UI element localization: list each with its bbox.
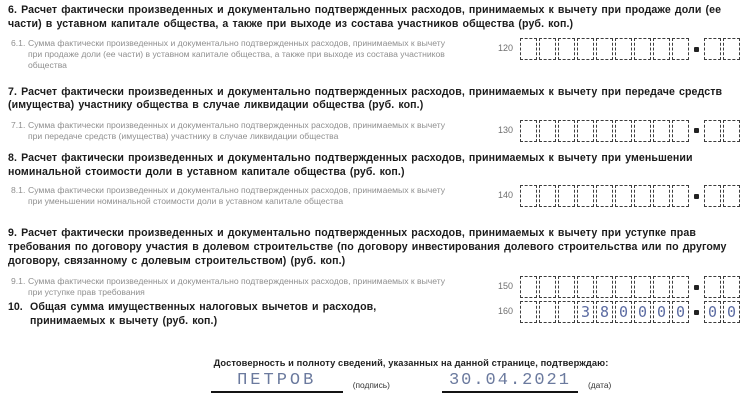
kopecks-cells-140[interactable] <box>704 185 742 207</box>
item-9-1 <box>8 276 454 298</box>
signature-row <box>80 371 742 393</box>
digit-cell[interactable] <box>723 276 740 298</box>
digit-cell[interactable] <box>596 276 613 298</box>
digit-cell[interactable]: 0 <box>672 301 689 323</box>
digit-cell[interactable] <box>672 38 689 60</box>
date-field[interactable]: 30.04.2021 <box>442 371 578 393</box>
digit-cell[interactable] <box>596 185 613 207</box>
kopecks-cells-120[interactable] <box>704 38 742 60</box>
section-10-row <box>8 301 742 328</box>
amount-field-120[interactable] <box>520 38 742 60</box>
section-10-title <box>8 301 454 328</box>
digit-cell[interactable] <box>672 276 689 298</box>
field-code-140: 140 <box>497 190 513 201</box>
digit-cell[interactable] <box>653 185 670 207</box>
rubles-cells-130[interactable] <box>520 120 691 142</box>
digit-cell[interactable] <box>653 38 670 60</box>
digit-cell[interactable] <box>520 276 537 298</box>
digit-cell[interactable] <box>577 120 594 142</box>
digit-cell[interactable] <box>615 185 632 207</box>
digit-cell[interactable]: 0 <box>653 301 670 323</box>
item-9-1-text: Сумма фактически произведенных и документально подтвержденных расходов, принимаемых к вычету при уступке прав требования <box>28 276 446 298</box>
section-9-title: 9. Расчет фактически произведенных и документально подтвержденных расходов, принимаемых к вычету при уступке прав требования по договору участия в долевом строительстве (по договору инвестирования долевого строительства или по другому договору, связанному с долевым строительством) (руб. коп.) <box>8 227 727 267</box>
digit-cell[interactable] <box>634 120 651 142</box>
decimal-separator-icon <box>694 285 699 290</box>
digit-cell[interactable] <box>615 120 632 142</box>
field-code-150: 150 <box>497 281 513 292</box>
digit-cell[interactable] <box>615 276 632 298</box>
digit-cell[interactable] <box>653 120 670 142</box>
signature-field[interactable]: ПЕТРОВ <box>211 371 343 393</box>
decimal-separator-icon <box>694 310 699 315</box>
digit-cell[interactable]: 0 <box>634 301 651 323</box>
item-7-1 <box>8 120 454 142</box>
digit-cell[interactable] <box>539 276 556 298</box>
digit-cell[interactable] <box>539 185 556 207</box>
digit-cell[interactable] <box>704 120 721 142</box>
rubles-cells-150[interactable] <box>520 276 691 298</box>
digit-cell[interactable] <box>577 276 594 298</box>
item-9-1-number: 9.1. <box>11 276 26 287</box>
amount-field-130[interactable] <box>520 120 742 142</box>
section-9-item-row <box>8 276 742 298</box>
digit-cell[interactable] <box>672 185 689 207</box>
section-6-item-row <box>8 38 742 72</box>
digit-cell[interactable] <box>558 38 575 60</box>
item-7-1-number: 7.1. <box>11 119 26 130</box>
digit-cell[interactable]: 0 <box>723 301 740 323</box>
section-8-title: 8. Расчет фактически произведенных и документально подтвержденных расходов, принимаемых к вычету при уменьшении номинальной стоимости доли в уставном капитале общества (руб. коп.) <box>8 152 693 178</box>
item-6-1-number: 6.1. <box>11 38 26 49</box>
item-7-1-text: Сумма фактически произведенных и документально подтвержденных расходов, принимаемых к вычету при передаче средств (имущества) участнику в случае ликвидации общества <box>28 119 446 141</box>
digit-cell[interactable] <box>723 120 740 142</box>
field-code-160: 160 <box>497 306 513 317</box>
rubles-cells-120[interactable] <box>520 38 691 60</box>
digit-cell[interactable] <box>704 185 721 207</box>
digit-cell[interactable] <box>577 185 594 207</box>
digit-cell[interactable] <box>577 38 594 60</box>
section-10-title-text: Общая сумма имущественных налоговых вычетов и расходов, принимаемых к вычету (руб. коп.) <box>30 301 377 328</box>
item-8-1-text: Сумма фактически произведенных и документально подтвержденных расходов, принимаемых к вычету при уменьшении номинальной стоимости доли в уставном капитале общества <box>28 185 446 207</box>
section-8-item-row <box>8 185 742 207</box>
digit-cell[interactable] <box>704 38 721 60</box>
amount-field-150[interactable] <box>520 276 742 298</box>
rubles-cells-140[interactable] <box>520 185 691 207</box>
item-8-1-number: 8.1. <box>11 185 26 196</box>
digit-cell[interactable]: 8 <box>596 301 613 323</box>
digit-cell[interactable] <box>596 38 613 60</box>
digit-cell[interactable] <box>634 276 651 298</box>
section-10-number: 10. <box>8 301 23 314</box>
digit-cell[interactable] <box>520 38 537 60</box>
digit-cell[interactable] <box>520 185 537 207</box>
rubles-cells-160[interactable] <box>520 301 691 323</box>
item-8-1 <box>8 185 454 207</box>
digit-cell[interactable] <box>558 276 575 298</box>
field-code-120: 120 <box>497 43 513 54</box>
digit-cell[interactable] <box>539 38 556 60</box>
digit-cell[interactable] <box>634 185 651 207</box>
digit-cell[interactable] <box>558 301 575 323</box>
confirmation-statement: Достоверность и полноту сведений, указанных на данной странице, подтверждаю: <box>213 357 609 368</box>
kopecks-cells-160[interactable] <box>704 301 742 323</box>
digit-cell[interactable] <box>615 38 632 60</box>
decimal-separator-icon <box>694 47 699 52</box>
field-code-130: 130 <box>497 124 513 135</box>
amount-field-140[interactable] <box>520 185 742 207</box>
section-7-title: 7. Расчет фактически произведенных и документально подтвержденных расходов, принимаемых к вычету при передаче средств (имущества) участнику общества в случае ликвидации общества (руб. коп.) <box>8 85 723 112</box>
digit-cell[interactable]: 3 <box>577 301 594 323</box>
digit-cell[interactable]: 0 <box>615 301 632 323</box>
item-6-1-text: Сумма фактически произведенных и документально подтвержденных расходов, принимаемых к вычету при продаже доли (ее части) в уставном капитале общества, а также при выходе из состава участников общества <box>28 38 446 71</box>
confirmation-block <box>8 358 742 393</box>
section-7-item-row <box>8 120 742 142</box>
digit-cell[interactable] <box>723 38 740 60</box>
digit-cell[interactable] <box>704 276 721 298</box>
kopecks-cells-130[interactable] <box>704 120 742 142</box>
digit-cell[interactable] <box>539 301 556 323</box>
decimal-separator-icon <box>694 128 699 133</box>
kopecks-cells-150[interactable] <box>704 276 742 298</box>
decimal-separator-icon <box>694 194 699 199</box>
digit-cell[interactable] <box>520 301 537 323</box>
amount-field-160[interactable] <box>520 301 742 323</box>
signature-label: (подпись) <box>352 379 390 390</box>
section-6-title: 6. Расчет фактически произведенных и документально подтвержденных расходов, принимаемых к вычету при продаже доли (ее части) в уставном капитале общества, а также при выходе из состава участников общества (руб. коп.) <box>8 4 722 30</box>
digit-cell[interactable] <box>596 120 613 142</box>
date-label: (дата) <box>587 379 612 390</box>
digit-cell[interactable] <box>672 120 689 142</box>
digit-cell[interactable] <box>634 38 651 60</box>
digit-cell[interactable] <box>539 120 556 142</box>
digit-cell[interactable] <box>723 185 740 207</box>
digit-cell[interactable] <box>558 120 575 142</box>
digit-cell[interactable]: 0 <box>704 301 721 323</box>
item-6-1 <box>8 38 454 72</box>
digit-cell[interactable] <box>653 276 670 298</box>
digit-cell[interactable] <box>520 120 537 142</box>
digit-cell[interactable] <box>558 185 575 207</box>
